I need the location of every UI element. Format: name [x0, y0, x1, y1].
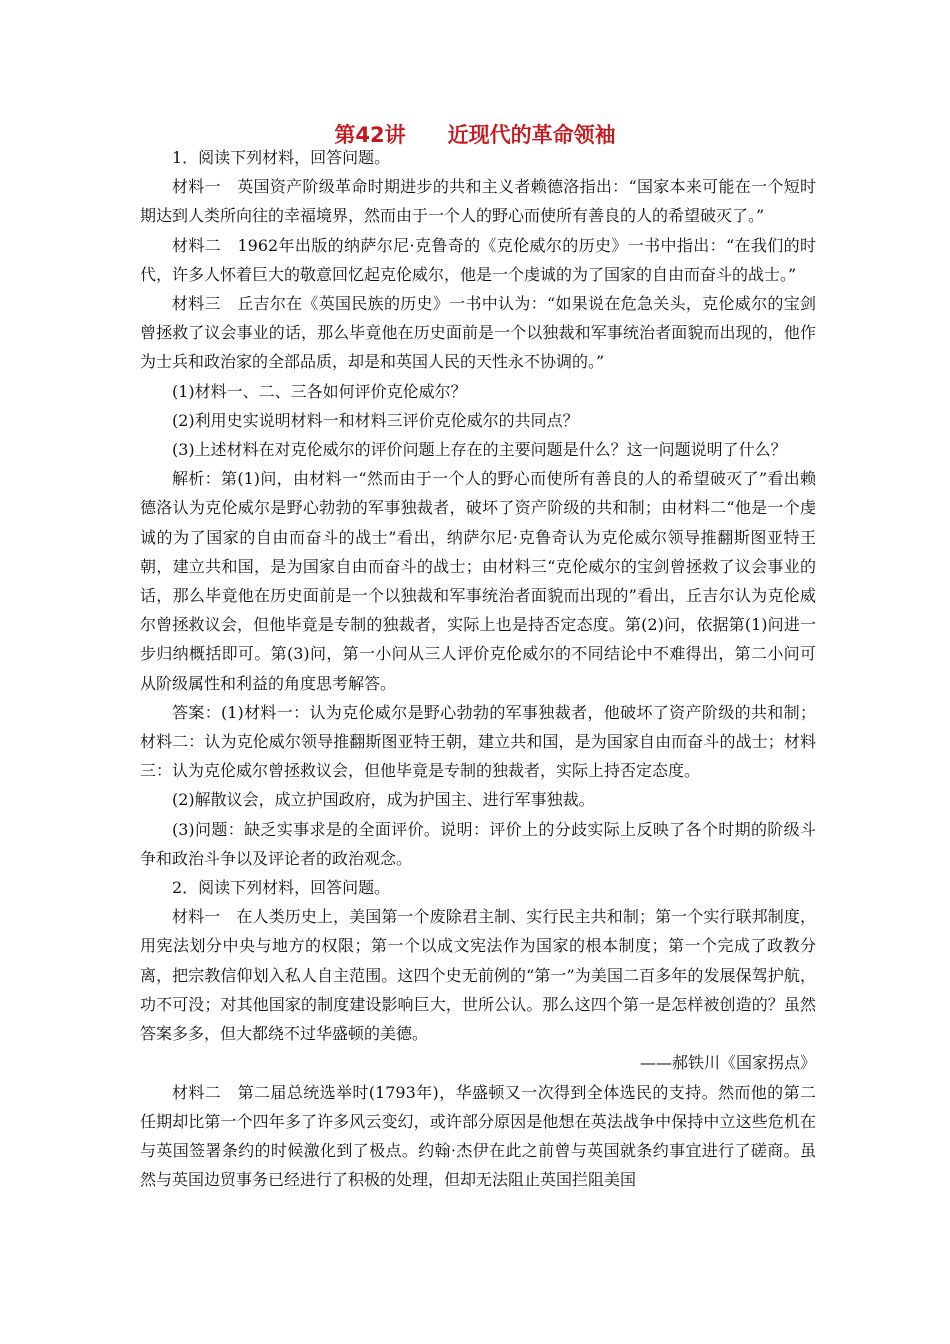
question-2-heading: 2．阅读下列材料，回答问题。: [172, 878, 391, 898]
sub-question-3: (3)上述材料在对克伦威尔的评价问题上存在的主要问题是什么？这一问题说明了什么？: [172, 440, 787, 460]
material-3-paragraph: 材料三 丘吉尔在《英国民族的历史》一书中认为：“如果说在危急关头，克伦威尔的宝剑曾拯救了议会事业的话，那么毕竟他在历史面前是一个以独裁和军事统治者面貌而出现的，他作为士兵和政治家的全部品质，却是和英国人民的天性永不协调的。”: [140, 294, 816, 372]
q2-material-1-paragraph: 材料一 在人类历史上，美国第一个废除君主制、实行民主共和制；第一个实行联邦制度，用宪法划分中央与地方的权限；第一个以成文宪法作为国家的根本制度；第一个完成了政教分离，把宗教信仰划入私人自主范围。这四个史无前例的“第一”为美国二百多年的发展保驾护航，功不可没；对其他国家的制度建设影响巨大，世所公认。那么这四个第一是怎样被创造的？虽然答案多多，但大都绕不过华盛顿的美德。: [140, 907, 816, 1044]
sub-question-1: (1)材料一、二、三各如何评价克伦威尔？: [172, 381, 467, 401]
answer-paragraph-1: 答案：(1)材料一：认为克伦威尔是野心勃勃的军事独裁者，他破坏了资产阶级的共和制；材料二：认为克伦威尔领导推翻斯图亚特王朝，建立共和国，是为国家自由而奋斗的战士；材料三：认为克伦威尔曾拯救议会，但他毕竟是专制的独裁者，实际上持否定态度。: [140, 702, 816, 781]
document-body: [140, 143, 816, 1194]
answer-paragraph-2: (2)解散议会，成立护国政府，成为护国主、进行军事独裁。: [172, 790, 595, 810]
material-1-paragraph: 材料一 英国资产阶级革命时期进步的共和主义者赖德洛指出：“国家本来可能在一个短时期达到人类所向往的幸福境界，然而由于一个人的野心而使所有善良的人的希望破灭了。”: [140, 177, 816, 226]
q2-material-2-paragraph: 材料二 第二届总统选举时(1793年)，华盛顿又一次得到全体选民的支持。然而他的第二任期却比第一个四年多了许多风云变幻，或许部分原因是他想在英法战争中保持中立这些危机在与英国签署条约的时候激化到了极点。约翰·杰伊在此之前曾与英国就条约事宜进行了磋商。虽然与英国边贸事务已经进行了积极的处理，但却无法阻止英国拦阻美国: [140, 1082, 816, 1190]
answer-paragraph-3: (3)问题：缺乏实事求是的全面评价。说明：评价上的分歧实际上反映了各个时期的阶级斗争和政治斗争以及评论者的政治观念。: [140, 819, 816, 868]
page-title: 第42讲 近现代的革命领袖: [334, 123, 616, 147]
source-citation: ——郝铁川《国家拐点》: [639, 1053, 816, 1073]
material-2-paragraph: 材料二 1962年出版的纳萨尔尼·克鲁奇的《克伦威尔的历史》一书中指出：“在我们的时代，许多人怀着巨大的敬意回忆起克伦威尔，他是一个虔诚的为了国家的自由而奋斗的战士。”: [140, 235, 816, 284]
sub-question-2: (2)利用史实说明材料一和材料三评价克伦威尔的共同点？: [172, 410, 579, 430]
question-1-heading: 1．阅读下列材料，回答问题。: [172, 148, 391, 167]
analysis-paragraph: 解析：第(1)问，由材料一“然而由于一个人的野心而使所有善良的人的希望破灭了”看出赖德洛认为克伦威尔是野心勃勃的军事独裁者，破坏了资产阶级的共和制；由材料二“他是一个虔诚的为了国家的自由而奋斗的战士”看出，纳萨尔尼·克鲁奇认为克伦威尔领导推翻斯图亚特王朝，建立共和国，是为国家自由而奋斗的战士；由材料三“克伦威尔的宝剑曾拯救了议会事业的话，那么毕竟他在历史面前是一个以独裁和军事统治者面貌而出现的”看出，丘吉尔认为克伦威尔曾拯救议会，但他毕竟是专制的独裁者，实际上也是持否定态度。第(2)问，依据第(1)问进一步归纳概括即可。第(3)问，第一小问从三人评价克伦威尔的不同结论中不难得出，第二小问可从阶级属性和利益的角度思考解答。: [140, 469, 816, 693]
